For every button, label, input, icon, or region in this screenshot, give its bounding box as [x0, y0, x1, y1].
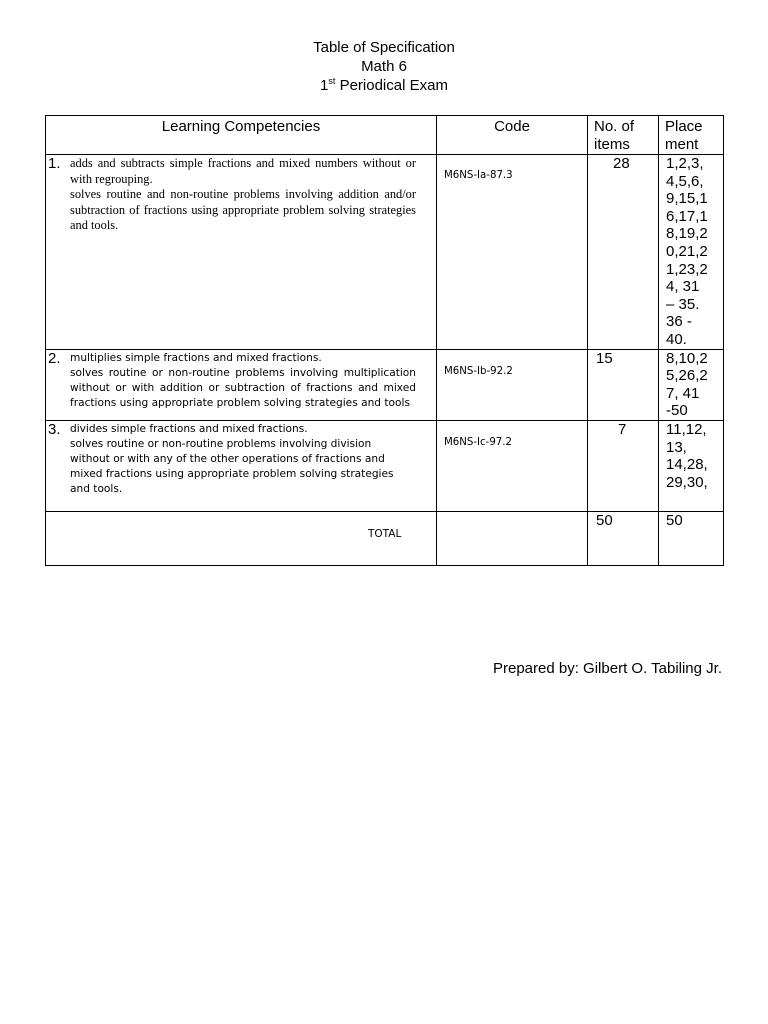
competency-cell: [46, 349, 437, 420]
competency-text: adds and subtracts simple fractions and mixed numbers without or with regrouping.: [70, 156, 416, 186]
competency-text: solves routine or non-routine problems involving multiplication without or with addition or subtraction of fractions and mixed fractions using appropriate problem solving strategies and tools: [70, 366, 416, 409]
placement-cell: 8,10,2 5,26,2 7, 41 -50: [659, 349, 724, 420]
competency-text: divides simple fractions and mixed fractions.: [70, 422, 308, 435]
header-learning-competencies: Learning Competencies: [46, 116, 437, 155]
total-placement-cell: 50: [659, 511, 724, 565]
code-cell: M6NS-Ic-97.2: [437, 420, 588, 511]
prepared-by: Prepared by: Gilbert O. Tabiling Jr.: [493, 660, 722, 677]
competency-cell: [46, 420, 437, 511]
items-cell: 15: [588, 349, 659, 420]
row-number: 3.: [48, 420, 61, 438]
competency-text: multiplies simple fractions and mixed fractions.: [70, 351, 322, 364]
subject-title: Math 6: [361, 58, 407, 75]
total-row: [46, 511, 724, 565]
competency-text: solves routine or non-routine problems involving division without or with any of the other operations of fractions and mixed fractions using appropriate problem solving strategies and tools.: [70, 437, 394, 495]
placement-cell: 1,2,3, 4,5,6, 9,15,1 6,17,1 8,19,2 0,21,2 1,23,2 4, 31 – 35. 36 - 40.: [659, 155, 724, 350]
placement-cell: 11,12, 13, 14,28, 29,30,: [659, 420, 724, 511]
total-label: TOTAL: [368, 527, 402, 540]
items-cell: 7: [588, 420, 659, 511]
row-number: 1.: [48, 155, 61, 172]
code-cell: M6NS-Ib-92.2: [437, 349, 588, 420]
header-no-of-items: No. of items: [588, 116, 659, 155]
table-row: [46, 155, 724, 350]
code-cell: M6NS-Ia-87.3: [437, 155, 588, 350]
table-header-row: [46, 116, 724, 155]
exam-title: 1st Periodical Exam: [320, 76, 448, 94]
table-row: [46, 349, 724, 420]
table-row: [46, 420, 724, 511]
header-code: Code: [437, 116, 588, 155]
specification-table: [45, 115, 724, 566]
competency-cell: [46, 155, 437, 350]
code-cell: [437, 511, 588, 565]
row-number: 2.: [48, 349, 61, 367]
items-cell: 28: [588, 155, 659, 350]
document-header: [0, 38, 768, 95]
total-label-cell: [46, 511, 437, 565]
competency-text: solves routine and non-routine problems involving addition and/or subtraction of fractions using appropriate problem solving strategies and tools.: [70, 187, 416, 232]
document-title: Table of Specification: [313, 39, 455, 56]
header-placement: Place ment: [659, 116, 724, 155]
total-items-cell: 50: [588, 511, 659, 565]
